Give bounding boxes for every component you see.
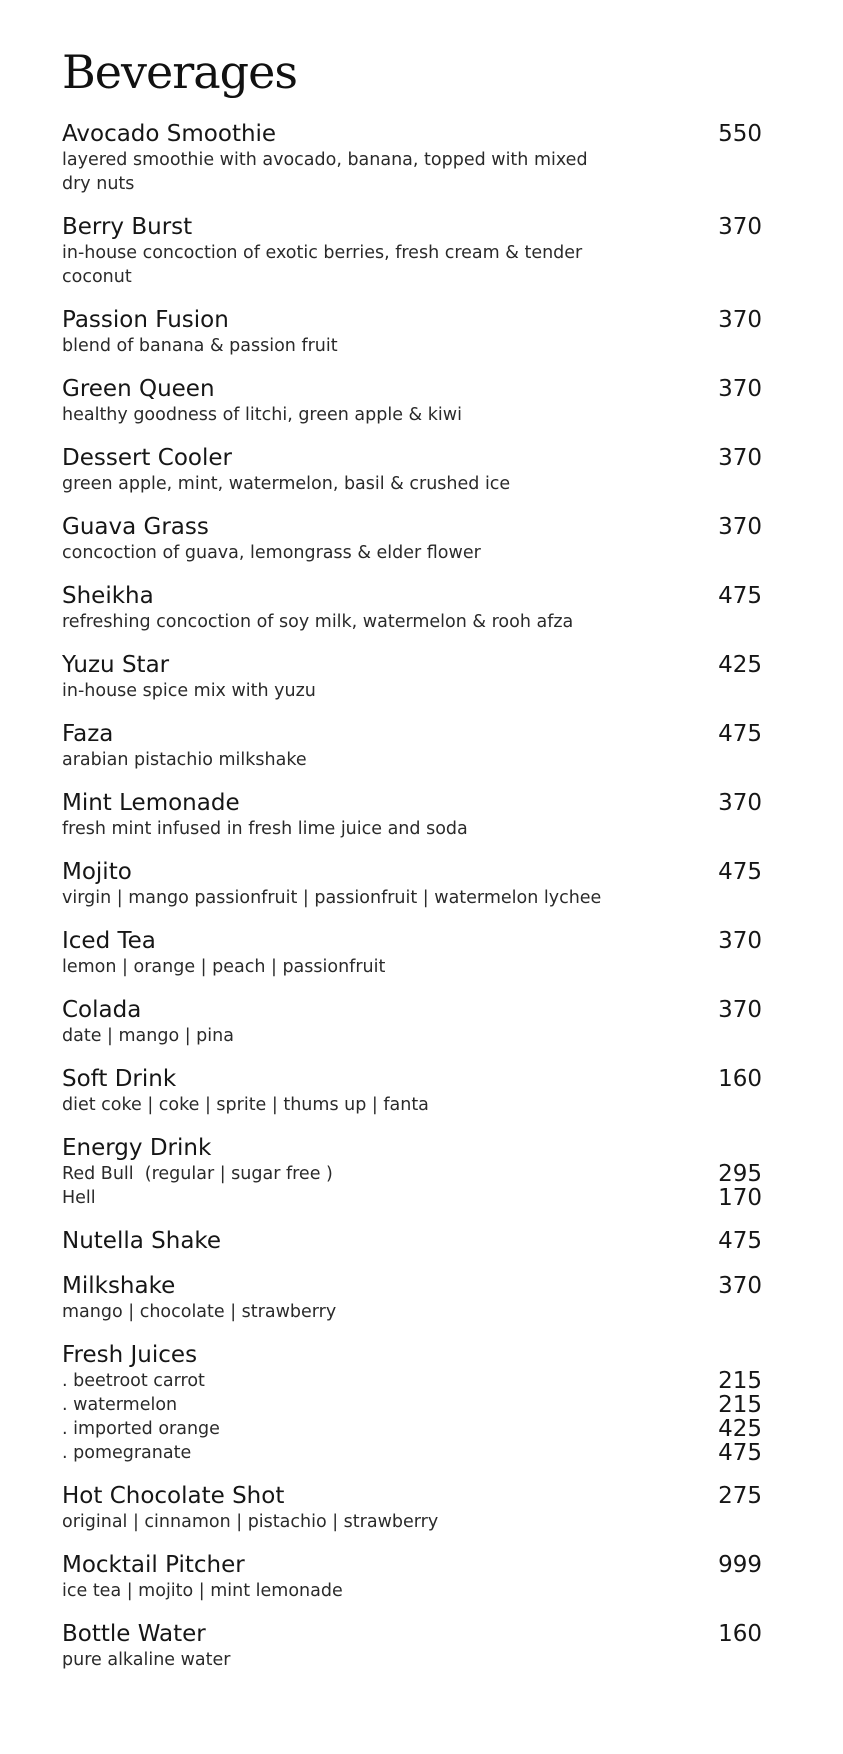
item-price: 550 [718, 121, 762, 147]
variant-row [62, 1369, 762, 1393]
item-name: Berry Burst [62, 214, 193, 240]
item-price: 425 [718, 652, 762, 678]
item-description: diet coke | coke | sprite | thums up | fanta [62, 1095, 429, 1115]
item-description: fresh mint infused in fresh lime juice and soda [62, 819, 468, 839]
item-description: healthy goodness of litchi, green apple & kiwi [62, 405, 462, 425]
item-name: Iced Tea [62, 928, 156, 954]
menu-item [62, 1482, 762, 1534]
item-name: Mocktail Pitcher [62, 1552, 245, 1578]
variant-price: 475 [718, 1440, 762, 1466]
menu-item [62, 444, 762, 496]
menu-item [62, 1134, 762, 1210]
variant-row [62, 1441, 762, 1465]
item-price: 370 [718, 376, 762, 402]
item-name: Milkshake [62, 1273, 176, 1299]
item-name: Fresh Juices [62, 1342, 198, 1368]
item-price: 475 [718, 859, 762, 885]
variant-label: . watermelon [62, 1395, 178, 1415]
menu-item [62, 306, 762, 358]
item-name: Avocado Smoothie [62, 121, 277, 147]
menu-item [62, 1227, 762, 1255]
item-description: green apple, mint, watermelon, basil & crushed ice [62, 474, 511, 494]
item-description: ice tea | mojito | mint lemonade [62, 1581, 343, 1601]
item-name: Mojito [62, 859, 132, 885]
item-price: 370 [718, 514, 762, 540]
variant-price: 215 [718, 1392, 762, 1418]
item-price: 370 [718, 214, 762, 240]
item-price: 370 [718, 928, 762, 954]
menu-item [62, 720, 762, 772]
item-description: concoction of guava, lemongrass & elder flower [62, 543, 481, 563]
item-description: layered smoothie with avocado, banana, topped with mixed dry nuts [62, 150, 588, 194]
variant-price: 295 [718, 1161, 762, 1187]
menu-item [62, 375, 762, 427]
menu-item [62, 789, 762, 841]
variant-row [62, 1417, 762, 1441]
item-price: 475 [718, 1228, 762, 1254]
page-title: Beverages [62, 45, 297, 99]
menu-item [62, 1341, 762, 1465]
item-name: Mint Lemonade [62, 790, 240, 816]
item-description: refreshing concoction of soy milk, watermelon & rooh afza [62, 612, 574, 632]
menu-item [62, 1620, 762, 1672]
item-name: Passion Fusion [62, 307, 229, 333]
item-name: Dessert Cooler [62, 445, 232, 471]
item-price: 370 [718, 1273, 762, 1299]
item-price: 160 [718, 1621, 762, 1647]
variant-label: . imported orange [62, 1419, 220, 1439]
item-description: arabian pistachio milkshake [62, 750, 307, 770]
item-name: Sheikha [62, 583, 154, 609]
variant-row [62, 1186, 762, 1210]
variant-label: Hell [62, 1188, 96, 1208]
item-price: 475 [718, 583, 762, 609]
variant-price: 170 [718, 1185, 762, 1211]
item-price: 999 [718, 1552, 762, 1578]
item-price: 370 [718, 790, 762, 816]
item-description: in-house concoction of exotic berries, fresh cream & tender coconut [62, 243, 583, 287]
item-name: Nutella Shake [62, 1228, 222, 1254]
variant-label: . pomegranate [62, 1443, 192, 1463]
item-name: Hot Chocolate Shot [62, 1483, 285, 1509]
variant-label: . beetroot carrot [62, 1371, 205, 1391]
menu-item-list [62, 120, 762, 1689]
item-description: pure alkaline water [62, 1650, 231, 1670]
variant-label: Red Bull (regular | sugar free ) [62, 1164, 333, 1184]
item-price: 370 [718, 997, 762, 1023]
menu-item [62, 513, 762, 565]
menu-item [62, 213, 762, 289]
item-description: mango | chocolate | strawberry [62, 1302, 337, 1322]
menu-item [62, 582, 762, 634]
menu-item [62, 927, 762, 979]
item-name: Soft Drink [62, 1066, 177, 1092]
item-name: Guava Grass [62, 514, 209, 540]
item-price: 370 [718, 307, 762, 333]
item-description: date | mango | pina [62, 1026, 234, 1046]
variant-price: 425 [718, 1416, 762, 1442]
menu-item [62, 858, 762, 910]
variant-row [62, 1393, 762, 1417]
variant-price: 215 [718, 1368, 762, 1394]
item-description: virgin | mango passionfruit | passionfruit | watermelon lychee [62, 888, 602, 908]
menu-item [62, 651, 762, 703]
item-name: Energy Drink [62, 1135, 212, 1161]
item-description: lemon | orange | peach | passionfruit [62, 957, 386, 977]
item-name: Colada [62, 997, 142, 1023]
item-name: Bottle Water [62, 1621, 206, 1647]
item-price: 160 [718, 1066, 762, 1092]
item-price: 475 [718, 721, 762, 747]
menu-item [62, 1272, 762, 1324]
item-name: Faza [62, 721, 114, 747]
variant-row [62, 1162, 762, 1186]
menu-item [62, 120, 762, 196]
item-description: original | cinnamon | pistachio | strawberry [62, 1512, 439, 1532]
item-name: Yuzu Star [62, 652, 170, 678]
menu-item [62, 996, 762, 1048]
item-name: Green Queen [62, 376, 215, 402]
item-description: in-house spice mix with yuzu [62, 681, 316, 701]
menu-item [62, 1065, 762, 1117]
item-price: 370 [718, 445, 762, 471]
item-price: 275 [718, 1483, 762, 1509]
item-description: blend of banana & passion fruit [62, 336, 338, 356]
menu-item [62, 1551, 762, 1603]
